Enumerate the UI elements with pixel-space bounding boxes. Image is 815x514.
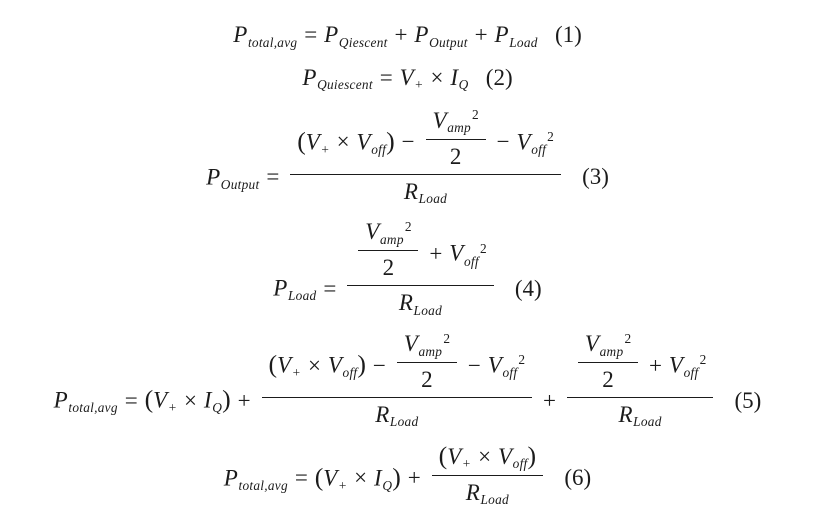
superscript-2: 2 bbox=[624, 330, 632, 346]
sub-off: off bbox=[683, 365, 699, 381]
equation-3 bbox=[0, 106, 815, 208]
var-V: V bbox=[584, 331, 599, 357]
paren-open: ( bbox=[297, 126, 306, 156]
var-V: V bbox=[305, 129, 320, 155]
fraction-load-power bbox=[347, 217, 493, 319]
op-minus: − bbox=[467, 352, 481, 378]
sub-load: Load bbox=[509, 34, 538, 50]
var-R: R bbox=[618, 401, 633, 427]
sub-Q: Q bbox=[382, 477, 393, 493]
sub-total-avg: total,avg bbox=[68, 400, 118, 416]
var-P: P bbox=[223, 465, 238, 491]
sub-total-avg: total,avg bbox=[247, 34, 298, 50]
sub-plus: + bbox=[320, 141, 330, 157]
op-equals: = bbox=[124, 387, 138, 413]
fraction-numerator bbox=[567, 329, 713, 398]
var-I: I bbox=[450, 64, 458, 90]
fraction-denominator bbox=[290, 175, 560, 208]
paren-close: ) bbox=[392, 462, 401, 492]
sub-quiescent: Quiescent bbox=[317, 77, 373, 93]
sub-amp: amp bbox=[599, 343, 624, 359]
fraction-denominator bbox=[358, 251, 418, 283]
superscript-2: 2 bbox=[518, 352, 526, 368]
op-plus: + bbox=[394, 22, 408, 47]
fraction-numerator bbox=[397, 329, 457, 363]
fraction-numerator bbox=[358, 217, 418, 251]
fraction-output-power bbox=[290, 106, 560, 208]
fraction-denominator bbox=[578, 363, 638, 395]
number-2: 2 bbox=[602, 366, 614, 392]
fraction-denominator bbox=[432, 476, 543, 509]
sub-load: Load bbox=[418, 191, 448, 207]
sub-Q: Q bbox=[212, 400, 223, 416]
op-equals: = bbox=[266, 164, 280, 190]
fraction-denominator bbox=[397, 363, 457, 395]
var-V: V bbox=[399, 64, 414, 90]
op-times: × bbox=[307, 352, 321, 378]
sub-off: off bbox=[464, 253, 479, 269]
var-P: P bbox=[302, 64, 317, 90]
fraction-denominator bbox=[426, 140, 486, 172]
paren-close: ) bbox=[222, 384, 231, 414]
sub-plus: + bbox=[461, 456, 472, 472]
sub-output: Output bbox=[220, 176, 260, 192]
paren-close: ) bbox=[527, 440, 537, 470]
op-equals: = bbox=[304, 22, 318, 47]
op-equals: = bbox=[323, 275, 337, 301]
fraction-numerator bbox=[290, 106, 560, 175]
sub-output: Output bbox=[429, 34, 468, 50]
op-plus: + bbox=[237, 387, 251, 413]
equation-4 bbox=[0, 217, 815, 319]
var-V: V bbox=[497, 443, 512, 469]
paren-open: ( bbox=[438, 440, 448, 470]
var-V: V bbox=[449, 241, 464, 267]
sub-load: Load bbox=[288, 288, 317, 304]
superscript-2: 2 bbox=[404, 219, 412, 235]
sub-load: Load bbox=[389, 414, 419, 430]
equation-number: (1) bbox=[554, 22, 582, 47]
var-P: P bbox=[53, 387, 68, 413]
var-V: V bbox=[323, 465, 338, 491]
var-V: V bbox=[277, 352, 292, 378]
sub-Q: Q bbox=[458, 77, 469, 93]
sub-plus: + bbox=[167, 400, 178, 416]
var-R: R bbox=[465, 479, 480, 505]
var-V: V bbox=[447, 443, 462, 469]
sub-load: Load bbox=[480, 492, 509, 508]
var-P: P bbox=[206, 164, 221, 190]
op-times: × bbox=[184, 387, 197, 413]
op-plus: + bbox=[474, 22, 488, 47]
equation-number: (2) bbox=[485, 64, 513, 90]
equation-number: (3) bbox=[582, 164, 609, 190]
sub-off: off bbox=[342, 365, 358, 381]
fraction-numerator bbox=[578, 329, 638, 363]
fraction-vamp-squared-over-2 bbox=[397, 329, 457, 395]
op-minus: − bbox=[496, 129, 510, 155]
equation-1 bbox=[0, 20, 815, 51]
sub-off: off bbox=[371, 141, 387, 157]
paren-close: ) bbox=[357, 349, 366, 379]
fraction-output-power bbox=[262, 329, 532, 431]
superscript-2: 2 bbox=[472, 107, 479, 123]
var-V: V bbox=[403, 331, 418, 357]
var-P: P bbox=[494, 22, 509, 47]
paren-open: ( bbox=[268, 349, 278, 379]
var-R: R bbox=[375, 401, 390, 427]
superscript-2: 2 bbox=[547, 129, 554, 145]
equation-2 bbox=[0, 63, 815, 94]
var-V: V bbox=[668, 352, 683, 378]
sub-amp: amp bbox=[447, 120, 471, 136]
op-plus: + bbox=[649, 352, 663, 378]
equation-number: (6) bbox=[564, 465, 592, 491]
fraction-numerator bbox=[347, 217, 493, 286]
fraction-numerator bbox=[426, 106, 486, 140]
fraction-vamp-squared-over-2 bbox=[426, 106, 486, 172]
number-2: 2 bbox=[382, 255, 395, 281]
op-times: × bbox=[478, 443, 492, 469]
op-minus: − bbox=[372, 352, 386, 378]
number-2: 2 bbox=[421, 366, 433, 392]
var-P: P bbox=[324, 22, 339, 47]
sub-plus: + bbox=[291, 365, 302, 381]
op-plus: + bbox=[429, 241, 443, 267]
op-times: × bbox=[430, 64, 444, 90]
sub-plus: + bbox=[414, 77, 424, 93]
equation-5 bbox=[0, 329, 815, 431]
fraction-denominator bbox=[262, 398, 532, 431]
fraction-vplus-voff-over-rload bbox=[432, 439, 543, 509]
var-P: P bbox=[414, 22, 429, 47]
paren-open: ( bbox=[314, 462, 324, 492]
fraction-load-power bbox=[567, 329, 713, 431]
sub-amp: amp bbox=[380, 231, 404, 247]
var-I: I bbox=[374, 465, 382, 491]
sub-off: off bbox=[502, 365, 518, 381]
var-V: V bbox=[153, 387, 168, 413]
superscript-2: 2 bbox=[699, 352, 707, 368]
sub-off: off bbox=[531, 141, 547, 157]
equation-6 bbox=[0, 439, 815, 509]
var-R: R bbox=[403, 178, 418, 204]
sub-amp: amp bbox=[418, 343, 443, 359]
op-plus: + bbox=[543, 387, 556, 413]
var-V: V bbox=[365, 219, 380, 245]
var-I: I bbox=[203, 387, 212, 413]
fraction-vamp-squared-over-2 bbox=[358, 217, 418, 283]
fraction-numerator bbox=[262, 329, 532, 398]
var-V: V bbox=[356, 129, 371, 155]
fraction-vamp-squared-over-2 bbox=[578, 329, 638, 395]
sub-load: Load bbox=[633, 414, 662, 430]
var-V: V bbox=[487, 352, 502, 378]
sub-off: off bbox=[512, 456, 528, 472]
var-R: R bbox=[398, 290, 413, 316]
superscript-2: 2 bbox=[443, 330, 450, 346]
paren-open: ( bbox=[144, 384, 154, 414]
number-2: 2 bbox=[449, 143, 462, 169]
op-equals: = bbox=[379, 64, 393, 90]
op-times: × bbox=[354, 465, 368, 491]
sub-plus: + bbox=[337, 477, 348, 493]
fraction-numerator bbox=[432, 439, 543, 476]
op-equals: = bbox=[294, 465, 308, 491]
var-P: P bbox=[233, 22, 248, 47]
fraction-denominator bbox=[347, 286, 493, 319]
var-V: V bbox=[327, 352, 342, 378]
op-plus: + bbox=[407, 465, 421, 491]
op-times: × bbox=[336, 129, 350, 155]
var-P: P bbox=[273, 275, 288, 301]
equation-number: (4) bbox=[514, 275, 542, 301]
sub-total-avg: total,avg bbox=[238, 477, 288, 493]
superscript-2: 2 bbox=[479, 240, 487, 256]
var-V: V bbox=[432, 107, 447, 133]
var-V: V bbox=[516, 129, 531, 155]
fraction-denominator bbox=[567, 398, 713, 431]
equation-number: (5) bbox=[734, 387, 762, 413]
sub-qiescent: Qiescent bbox=[338, 34, 388, 50]
op-minus: − bbox=[401, 129, 415, 155]
paren-close: ) bbox=[386, 126, 395, 156]
sub-load: Load bbox=[413, 302, 443, 318]
